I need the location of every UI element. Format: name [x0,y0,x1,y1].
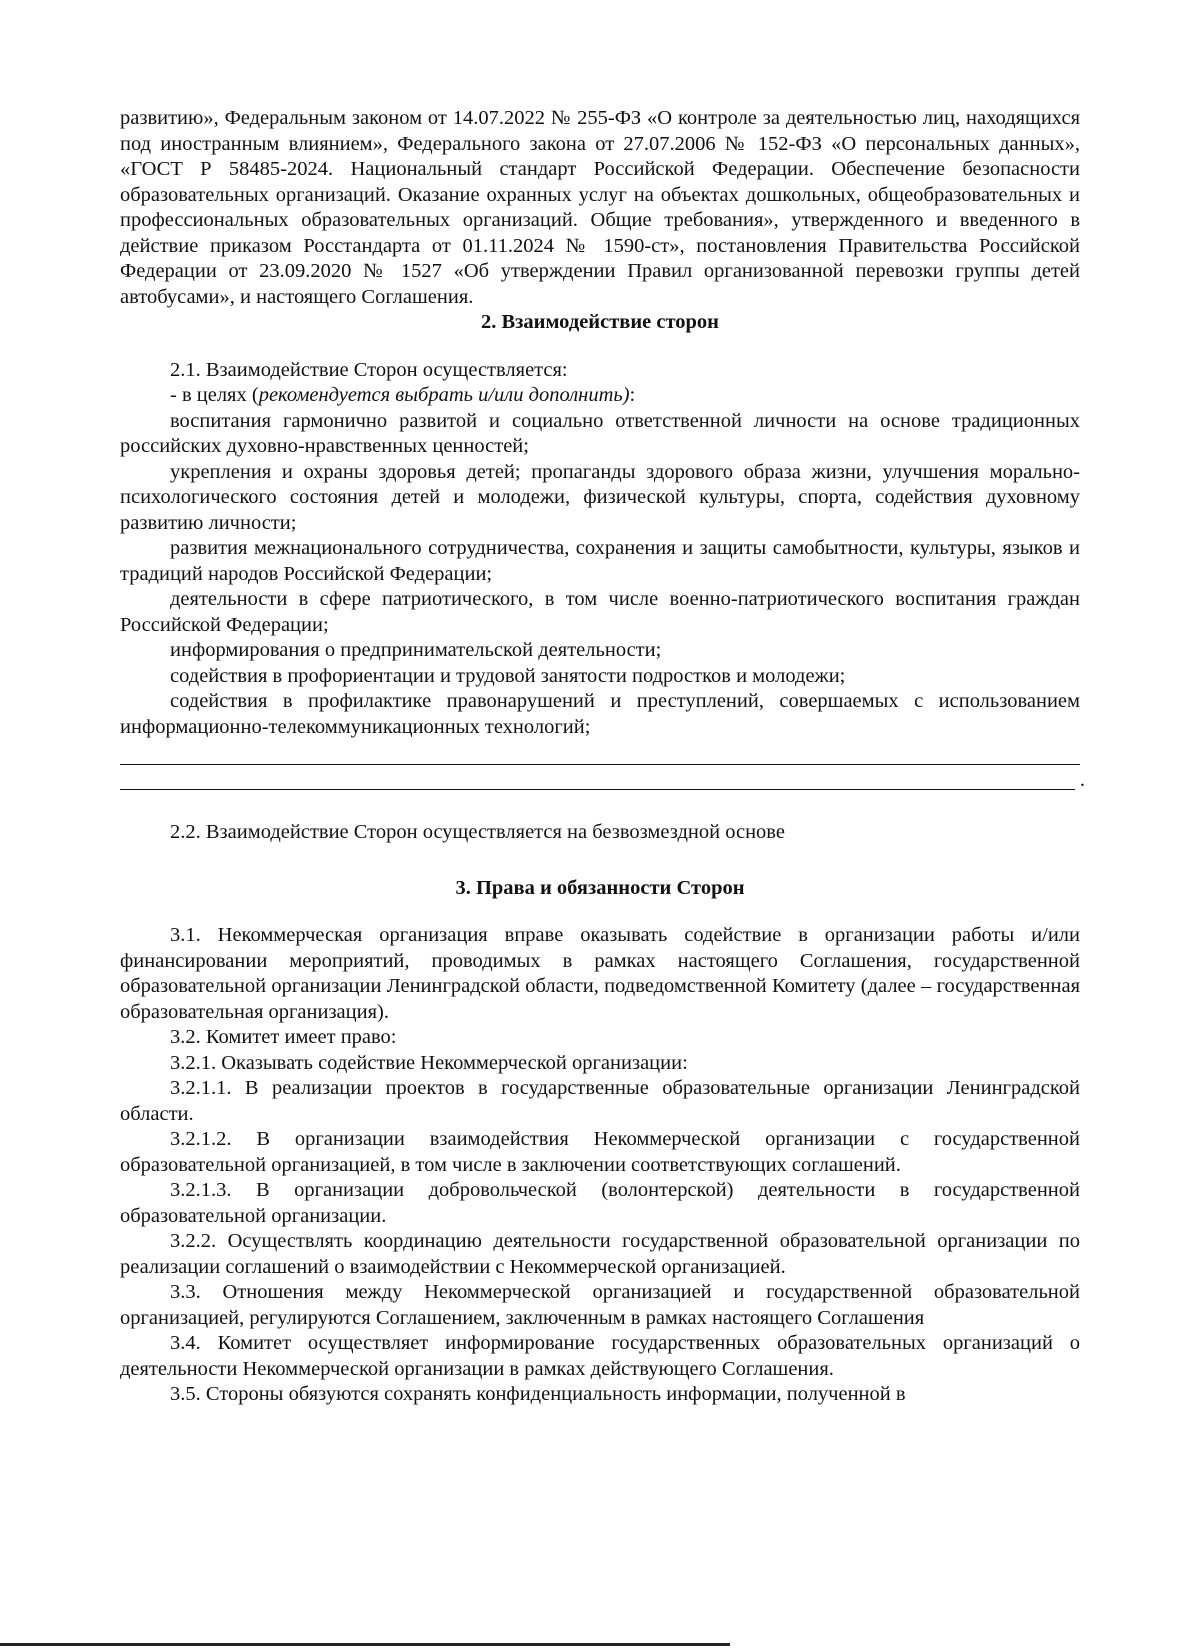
goals-hint: рекомендуется выбрать и/или дополнить) [258,384,630,406]
goals-suffix: : [629,384,636,406]
goal-item-6: содействия в профориентации и трудовой занятости подростков и молодежи; [170,664,846,687]
goal-item-4: деятельности в сфере патриотического, в том числе военно-патриотического воспитания граждан Российской Федерации; [120,588,1080,636]
goals-line [120,383,1080,409]
document-page [120,106,1085,1408]
goals-prefix: - в целях ( [170,384,259,406]
section-3-heading: 3. Права и обязанности Сторон [455,876,745,899]
blank-fill-line-1 [120,740,1080,765]
blank-line-end: . [1079,768,1085,791]
paragraph-3-2-1-1: 3.2.1.1. В реализации проектов в государственные образовательные организации Ленинградской области. [120,1077,1080,1125]
goal-item-7: содействия в профилактике правонарушений и преступлений, совершаемых с использованием информационно-телекоммуникационных технологий; [120,690,1080,738]
paragraph-3-2-1-3: 3.2.1.3. В организации добровольческой (волонтерской) деятельности в государственной образовательной организации. [120,1179,1080,1227]
paragraph-3-5: 3.5. Стороны обязуются сохранять конфиденциальность информации, полученной в [170,1383,906,1405]
goal-item-2: укрепления и охраны здоровья детей; пропаганды здорового образа жизни, улучшения морально-психологического состояния детей и молодежи, физической культуры, спорта, содействия духовному развитию личности; [120,460,1080,534]
intro-paragraph: развитию», Федеральным законом от 14.07.2022 № 255-ФЗ «О контроле за деятельностью лиц, находящихся под иностранным влиянием», Федерального закона от 27.07.2006 № 152-ФЗ «О персональных данных», «ГОСТ Р 58485-2024. Национальный стандарт Российской Федерации. Обеспечение безопасности образовательных организаций. Оказание охранных услуг на объектах дошкольных, общеобразовательных и профессиональных образовательных организаций. Общие требования», утвержденного и введенного в действие приказом Росстандарта от 01.11.2024 № 1590-ст», постановления Правительства Российской Федерации от 23.09.2020 № 1527 «Об утверждении Правил организованной перевозки группы детей автобусами», и настоящего Соглашения. [120,107,1080,308]
paragraph-3-2-1: 3.2.1. Оказывать содействие Некоммерческой организации: [170,1051,688,1074]
paragraph-3-1: 3.1. Некоммерческая организация вправе оказывать содействие в организации работы и/или финансировании мероприятий, проводимых в рамках настоящего Соглашения, государственной образовательной организации Ленинградской области, подведомственной Комитету (далее – государственная образовательная организация). [120,924,1080,1023]
paragraph-2-2: 2.2. Взаимодействие Сторон осуществляется на безвозмездной основе [170,821,785,843]
paragraph-3-4: 3.4. Комитет осуществляет информирование государственных образовательных организаций о деятельности Некоммерческой организации в рамках действующего Соглашения. [120,1332,1080,1380]
paragraph-3-2-2: 3.2.2. Осуществлять координацию деятельности государственной образовательной организации по реализации соглашений о взаимодействии с Некоммерческой организацией. [120,1230,1080,1278]
goal-item-3: развития межнационального сотрудничества, сохранения и защиты самобытности, культуры, языков и традиций народов Российской Федерации; [120,537,1080,585]
blank-fill-line-2 [120,765,1085,791]
paragraph-2-1: 2.1. Взаимодействие Сторон осуществляется: [170,358,568,381]
paragraph-3-2-1-2: 3.2.1.2. В организации взаимодействия Некоммерческой организации с государственной образовательной организацией, в том числе в заключении соответствующих соглашений. [120,1128,1080,1176]
bottom-scan-rule [0,1643,730,1646]
goal-item-1: воспитания гармонично развитой и социально ответственной личности на основе традиционных российских духовно-нравственных ценностей; [120,409,1080,457]
section-2-heading: 2. Взаимодействие сторон [481,311,719,333]
paragraph-3-2: 3.2. Комитет имеет право: [170,1026,397,1048]
paragraph-3-3: 3.3. Отношения между Некоммерческой организацией и государственной образовательной организацией, регулируются Соглашением, заключенным в рамках настоящего Соглашения [120,1281,1080,1329]
goal-item-5: информирования о предпринимательской деятельности; [170,639,662,661]
